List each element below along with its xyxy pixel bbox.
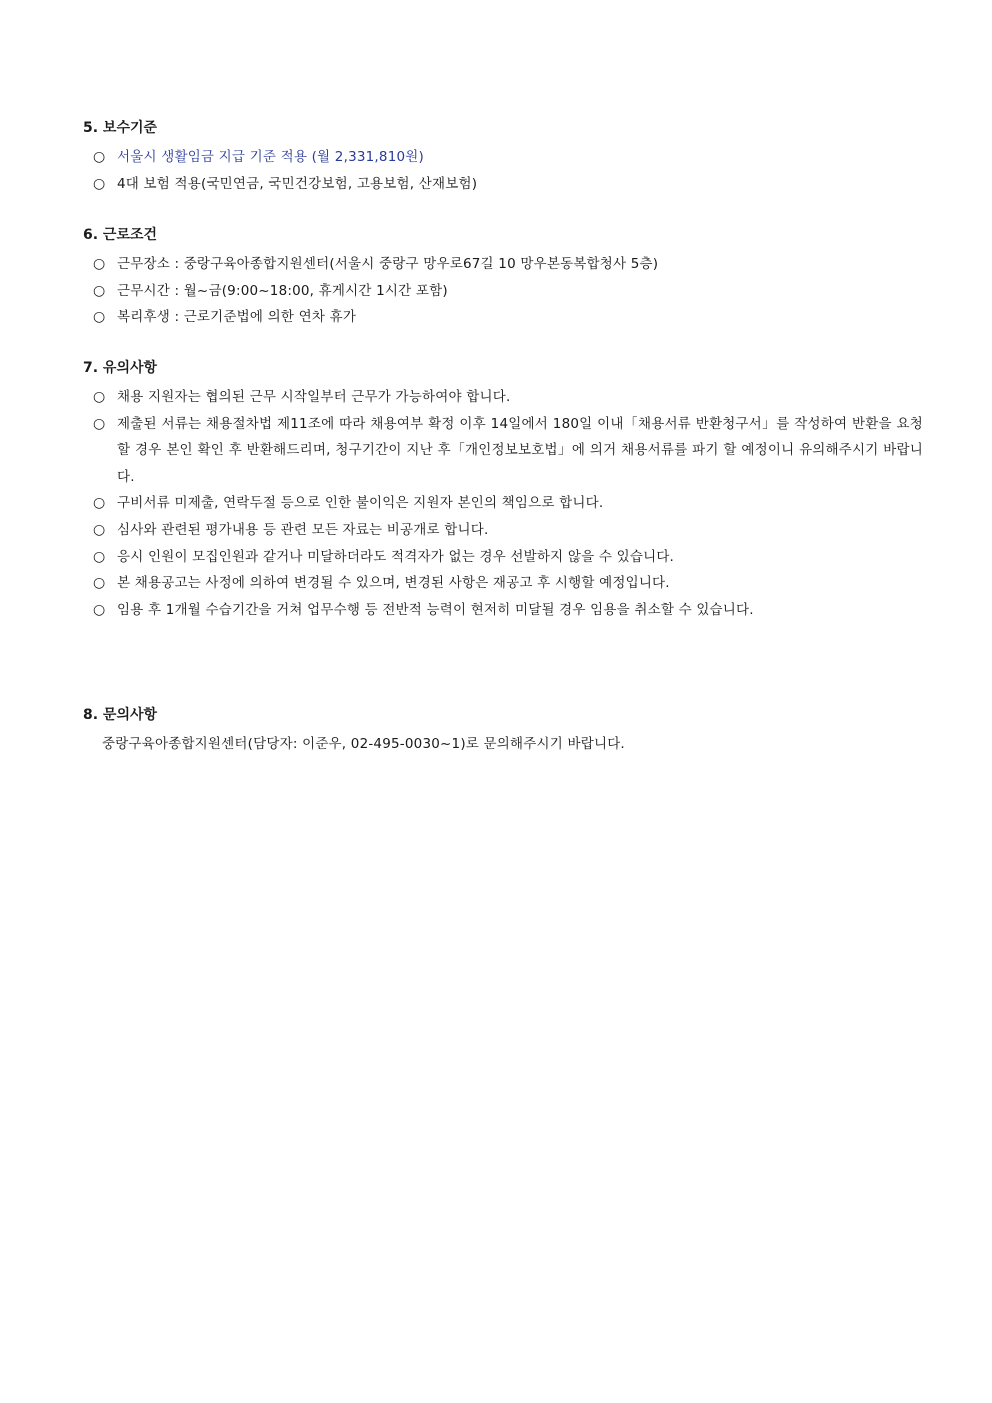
list-item-text: 제출된 서류는 채용절차법 제11조에 따라 채용여부 확정 이후 14일에서 180일 이내「채용서류 반환청구서」를 작성하여 반환을 요청할 경우 본인 확인 후 반환해드리며, 청구기간이 지난 후「개인정보보호법」에 의거 채용서류를 파기 할 예정이니 유의해주시기 바랍니다.	[117, 415, 923, 485]
list-item	[83, 171, 923, 198]
list-item	[83, 384, 923, 411]
list-item-text: 채용 지원자는 협의된 근무 시작일부터 근무가 가능하여야 합니다.	[117, 389, 511, 405]
list-item	[83, 278, 923, 305]
list-item-text: 근무시간 : 월~금(9:00~18:00, 휴게시간 1시간 포함)	[117, 282, 448, 299]
circle-bullet-icon: ○	[93, 548, 106, 565]
list-item-text: 4대 보험 적용(국민연금, 국민건강보험, 고용보험, 산재보험)	[117, 175, 478, 192]
contact-text: 중랑구육아종합지원센터(담당자: 이준우, 02-495-0030~1)로 문의해주시기 바랍니다.	[102, 736, 625, 752]
circle-bullet-icon: ○	[93, 575, 106, 592]
circle-bullet-icon: ○	[93, 495, 106, 512]
circle-bullet-icon: ○	[93, 256, 106, 272]
list-item	[83, 490, 923, 517]
list-item-text: 임용 후 1개월 수습기간을 거쳐 업무수행 등 전반적 능력이 현저히 미달될 경우 임용을 취소할 수 있습니다.	[117, 601, 754, 618]
list-item	[83, 570, 923, 597]
list-item	[83, 144, 923, 171]
section-heading: 8. 문의사항	[83, 707, 158, 723]
section-working-conditions	[83, 225, 923, 331]
circle-bullet-icon: ○	[93, 309, 106, 326]
circle-bullet-icon: ○	[93, 415, 106, 432]
list-item-text: 본 채용공고는 사정에 의하여 변경될 수 있으며, 변경된 사항은 재공고 후 시행할 예정입니다.	[117, 575, 670, 592]
list-item	[83, 544, 923, 571]
circle-bullet-icon: ○	[93, 175, 106, 192]
section-compensation	[83, 118, 923, 197]
section-notes	[83, 358, 923, 623]
list-item	[83, 251, 923, 278]
circle-bullet-icon: ○	[93, 282, 106, 299]
circle-bullet-icon: ○	[93, 149, 106, 165]
list-item-text: 근무장소 : 중랑구육아종합지원센터(서울시 중랑구 망우로67길 10 망우본동복합청사 5층)	[117, 256, 659, 272]
circle-bullet-icon: ○	[93, 389, 106, 405]
list-item	[83, 597, 917, 624]
list-item	[83, 411, 923, 491]
list-item	[83, 517, 923, 544]
section-heading: 6. 근로조건	[83, 227, 158, 243]
list-item-text: 복리후생 : 근로기준법에 의한 연차 휴가	[117, 309, 357, 326]
circle-bullet-icon: ○	[93, 521, 106, 538]
section-heading: 5. 보수기준	[83, 120, 158, 136]
section-heading: 7. 유의사항	[83, 360, 158, 376]
list-item	[83, 304, 923, 331]
circle-bullet-icon: ○	[93, 601, 106, 618]
list-item-text: 구비서류 미제출, 연락두절 등으로 인한 불이익은 지원자 본인의 책임으로 합니다.	[117, 495, 604, 512]
list-item-text: 심사와 관련된 평가내용 등 관련 모든 자료는 비공개로 합니다.	[117, 521, 489, 538]
section-inquiries	[83, 705, 923, 757]
list-item-text: 서울시 생활임금 지급 기준 적용 (월 2,331,810원)	[117, 149, 425, 165]
list-item-text: 응시 인원이 모집인원과 같거나 미달하더라도 적격자가 없는 경우 선발하지 않을 수 있습니다.	[117, 548, 675, 565]
